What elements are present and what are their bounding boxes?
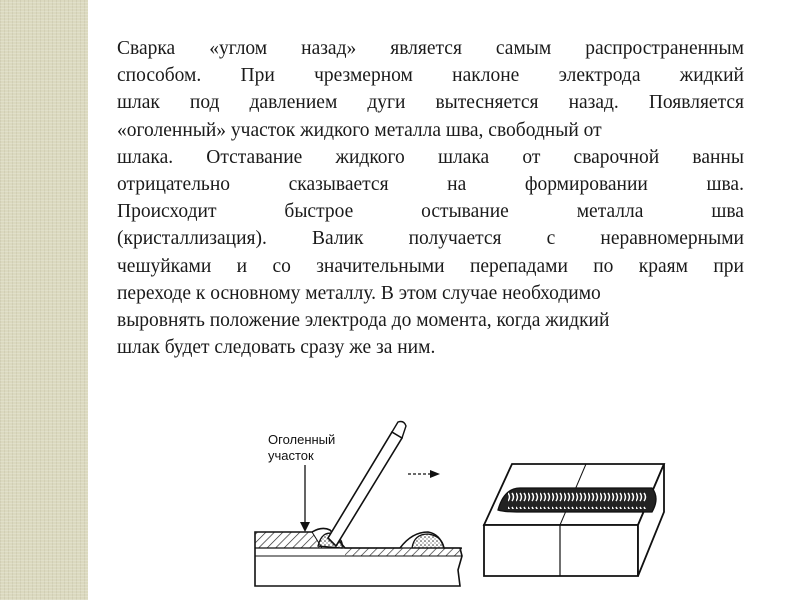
word: отрицательно: [117, 174, 231, 196]
word: под: [189, 92, 220, 114]
word: сварочной: [573, 146, 660, 168]
word: жидкого: [335, 146, 405, 168]
word: шва: [711, 201, 744, 223]
word: назад.: [568, 92, 619, 114]
word: металла: [576, 201, 644, 223]
word: Валик: [311, 228, 364, 250]
figure-label-line-1: Оголенный: [268, 432, 336, 447]
word: на: [447, 174, 467, 196]
word: распространенным: [585, 38, 744, 59]
paragraph-line: шлак будет следовать сразу же за ним.: [117, 337, 436, 359]
word: Сварка: [117, 38, 176, 59]
cross-section-figure: [255, 422, 462, 587]
block-front-face: [484, 525, 638, 576]
word: по: [593, 255, 614, 277]
paragraph-line: «оголенный» участок жидкого металла шва, свободный от: [117, 119, 602, 141]
word: остывание: [421, 201, 509, 223]
word: дуги: [367, 92, 406, 114]
word: жидкий: [679, 65, 744, 87]
hatched-layer: [255, 532, 322, 548]
figure-label-line-2: участок: [268, 448, 314, 463]
word: сказывается: [288, 174, 389, 196]
word: способом.: [117, 65, 202, 87]
word: чешуйками: [117, 255, 212, 277]
paragraph-line: переходе к основному металлу. В этом случае необходимо: [117, 282, 601, 304]
word: при: [713, 255, 744, 277]
word: перепадами: [469, 255, 568, 277]
word: быстрое: [284, 201, 354, 223]
word: с: [546, 228, 556, 250]
word: значительными: [316, 255, 445, 277]
word: от: [522, 146, 541, 168]
word: неравномерными: [600, 228, 744, 250]
word: чрезмерном: [314, 65, 413, 87]
weld-bead-ripples: [508, 491, 648, 509]
hatched-layer-right: [345, 548, 462, 556]
paragraph-line: выровнять положение электрода до момента, когда жидкий: [117, 310, 610, 332]
word: электрода: [558, 65, 641, 87]
word: краям: [638, 255, 688, 277]
block-figure: [484, 464, 664, 576]
word: является: [390, 38, 462, 59]
word: Отставание: [206, 146, 303, 168]
word: ванны: [692, 146, 744, 168]
word: самым: [495, 38, 552, 59]
electrode: [328, 422, 406, 547]
word: При: [240, 65, 275, 87]
word: Происходит: [117, 201, 217, 223]
word: давлением: [249, 92, 338, 114]
word: со: [272, 255, 291, 277]
word: шлака.: [117, 146, 174, 168]
word: шва.: [706, 174, 744, 196]
word: назад»: [301, 38, 357, 59]
word: вытесняется: [435, 92, 539, 114]
word: наклоне: [452, 65, 520, 87]
word: шлака: [437, 146, 490, 168]
word: Появляется: [648, 92, 744, 114]
word: получается: [408, 228, 502, 250]
word: шлак: [117, 92, 160, 114]
word: и: [236, 255, 248, 277]
direction-arrowhead: [430, 470, 440, 478]
word: «углом: [209, 38, 268, 59]
word: формировании: [524, 174, 648, 196]
word: (кристаллизация).: [117, 228, 267, 250]
pointer-arrowhead: [300, 522, 310, 532]
